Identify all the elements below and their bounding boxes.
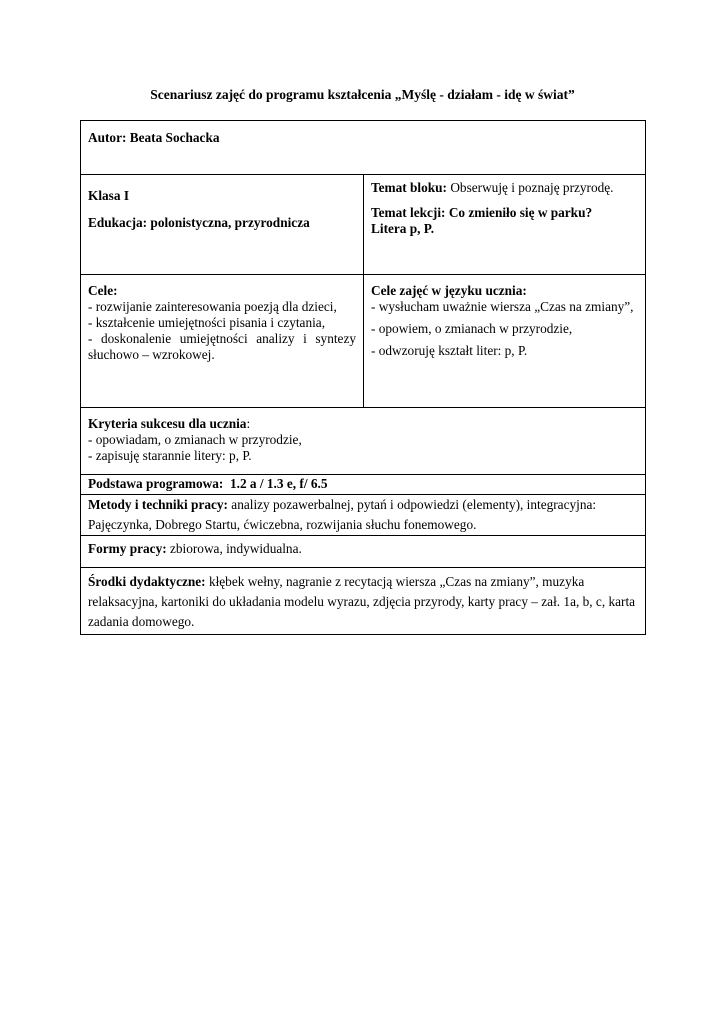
means-label: Środki dydaktyczne: (88, 574, 206, 589)
lesson-topic-value: Co zmieniło się w parku? (448, 205, 593, 220)
author-name: Beata Sochacka (129, 130, 220, 145)
class-cell (81, 175, 364, 275)
goal-item: - rozwijanie zainteresowania poezją dla dzieci, (88, 299, 337, 314)
student-goals-label: Cele zajęć w języku ucznia: (371, 283, 527, 298)
lesson-topic-line2: Litera p, P. (371, 221, 435, 236)
author-cell (81, 121, 646, 175)
goal-item: - kształcenie umiejętności pisania i czytania, (88, 315, 326, 330)
criteria-label: Kryteria sukcesu dla ucznia (88, 416, 247, 431)
lesson-plan-table (80, 120, 646, 635)
criteria-cell (81, 408, 646, 475)
student-goal-item: - opowiem, o zmianach w przyrodzie, (371, 321, 573, 336)
criteria-colon: : (246, 416, 251, 431)
forms-cell (81, 536, 646, 568)
block-topic-label: Temat bloku: (371, 180, 447, 195)
means-value: kłębek wełny, nagranie z recytacją wiersza „Czas na zmiany”, muzyka relaksacyjna, kartoniki do układania modelu wyrazu, zdjęcia przyrody, karty pracy – zał. 1a, b, c, karta zadania domowego. (88, 574, 636, 629)
criteria-item: - opowiadam, o zmianach w przyrodzie, (88, 432, 302, 447)
goals-cell (81, 275, 364, 408)
goal-item: - doskonalenie umiejętności analizy i syntezy słuchowo – wzrokowej. (88, 331, 356, 362)
curriculum-row (81, 475, 646, 495)
means-row (81, 568, 646, 635)
student-goals-cell (364, 275, 646, 408)
forms-label: Formy pracy: (88, 541, 167, 556)
curriculum-label: Podstawa programowa: (88, 476, 224, 491)
author-row (81, 121, 646, 175)
topic-cell (364, 175, 646, 275)
criteria-row (81, 408, 646, 475)
author-label: Autor: (88, 130, 127, 145)
means-cell (81, 568, 646, 635)
block-topic-value: Obserwuję i poznaję przyrodę. (450, 180, 614, 195)
student-goal-item: - odwzoruję kształt liter: p, P. (371, 343, 528, 358)
criteria-item: - zapisuję starannie litery: p, P. (88, 448, 252, 463)
methods-value: analizy pozawerbalnej, pytań i odpowiedzi (elementy), integracyjna: Pajęczynka, Dobrego Startu, ćwiczebna, rozwijania słuchu fonemowego. (88, 497, 597, 532)
goals-label: Cele: (88, 283, 118, 298)
class-row (81, 175, 646, 275)
methods-row (81, 495, 646, 536)
class-level: Klasa I (88, 188, 130, 203)
curriculum-cell (81, 475, 646, 495)
curriculum-value: 1.2 a / 1.3 e, f/ 6.5 (229, 476, 328, 491)
lesson-topic-label: Temat lekcji: (371, 205, 446, 220)
student-goal-item: - wysłucham uważnie wiersza „Czas na zmiany”, (371, 299, 634, 314)
block-topic (371, 180, 638, 196)
forms-value: zbiorowa, indywidualna. (169, 541, 302, 556)
goals-row (81, 275, 646, 408)
lesson-topic (371, 205, 638, 221)
page-title: Scenariusz zajęć do programu kształcenia „Myślę - działam - idę w świat” (150, 87, 575, 102)
methods-cell (81, 495, 646, 536)
methods-label: Metody i techniki pracy: (88, 497, 228, 512)
education-area: Edukacja: polonistyczna, przyrodnicza (88, 215, 310, 230)
forms-row (81, 536, 646, 568)
